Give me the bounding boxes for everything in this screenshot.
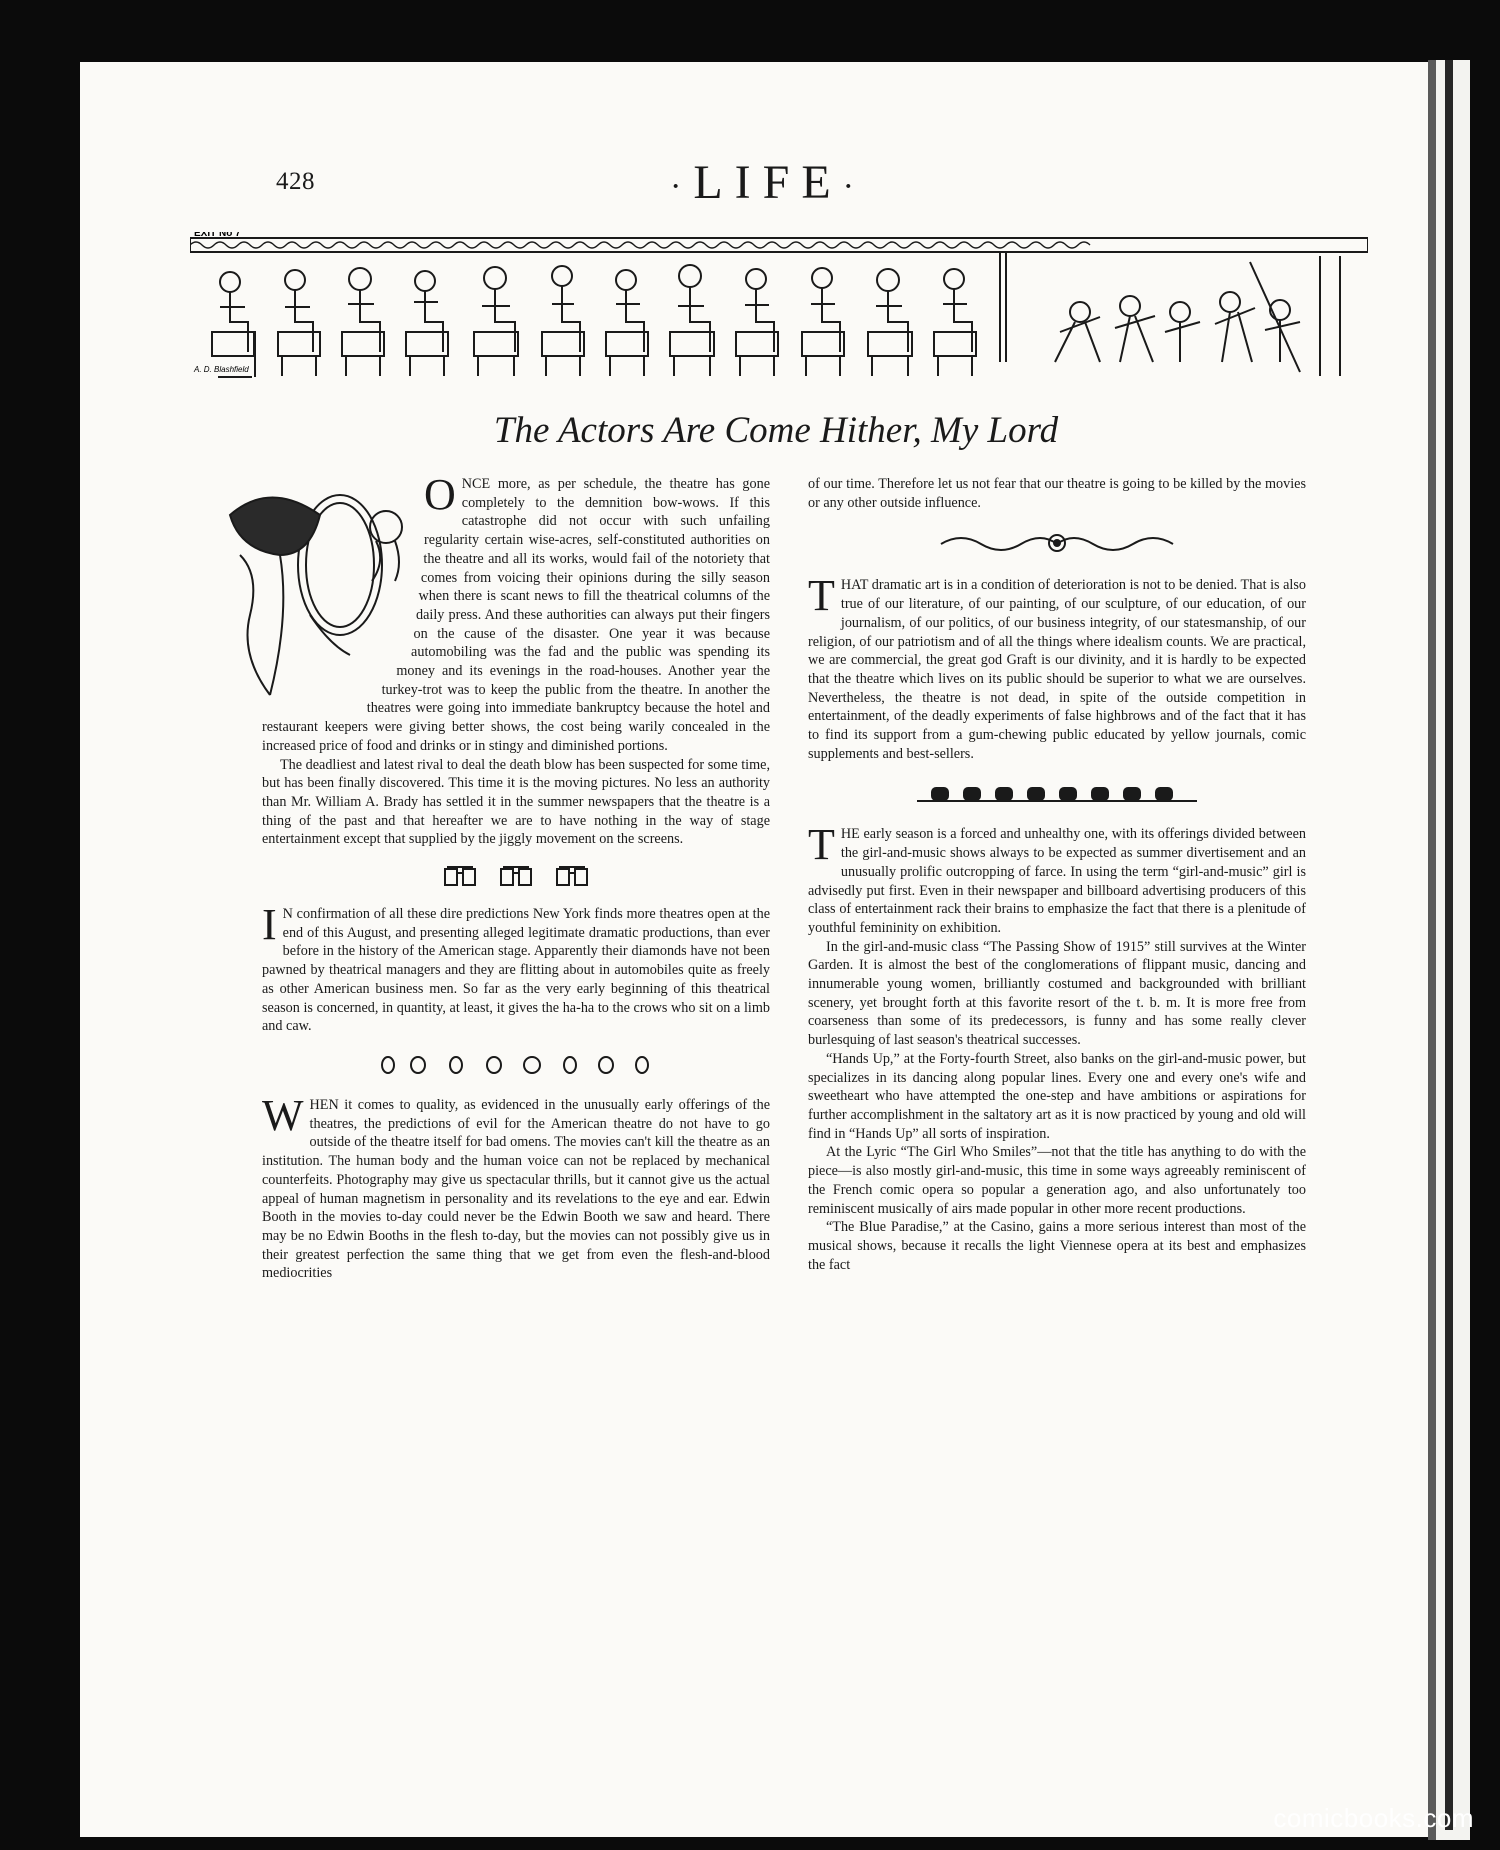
seated-figure-7 xyxy=(606,270,648,376)
left-paragraph-4 xyxy=(262,1090,770,1283)
theatre-seats-ornament xyxy=(917,781,1197,805)
opera-glasses-icon-row xyxy=(262,865,770,887)
artist-signature: A. D. Blashfield xyxy=(194,365,249,374)
stage-curtain xyxy=(1000,252,1006,362)
right-paragraph-2-text: HAT dramatic art is in a condition of deterioration is not to be denied. That is also true of our literature, of our painting, of our sculpture, of our education, of our journalism, of our politics, of our business integrity, of our statesmanship, of our religion, of our patriotism and of all the things where idealism counts. We are practical, we are commercial, the great god Graft is our divinity, and it is hardly to be expected that the theatre which lives on its public should be superior to what we are ourselves. Nevertheless, the theatre is not dead, in spite of the outside competition in entertainment, of the deadly experiments of false highbrows and of the fact that it has to find its support from a gum-chewing public educated by yellow journals, comic supplements and best-sellers. xyxy=(808,577,1306,762)
left-paragraph-1-text: NCE more, as per schedule, the theatre has gone completely to the demnition bow-wows. If this catastrophe did not occur with such unfailing regularity certain wise-acres, self-constituted authorities on the theatre and all its works, would fail of the notoriety that comes from voicing their opinions during the silly season when there is scant news to fill the theatrical columns of the daily press. And these authorities can always put their fingers on the cause of the disaster. One year it was because automobiling was the fad and the public was spending its money and its evenings in the road-houses. Another year the turkey-trot was to keep the public from the theatre. In another the theatres were going into immediate bankruptcy because the hotel and restaurant keepers were giving better shows, the cost being warily concealed in the increased price of food and drinks or in stingy and diminished portions. xyxy=(262,476,770,754)
right-paragraph-7: “The Blue Paradise,” at the Casino, gains a more serious interest than most of the musical shows, because it recalls the light Viennese opera at its best and emphasizes the fact xyxy=(808,1219,1306,1273)
seated-figure-5 xyxy=(474,267,518,376)
drop-cap-o: O xyxy=(424,470,456,519)
left-paragraph-2: The deadliest and latest rival to deal the death blow has been suspected for some time, but has been finally discovered. This time it is the moving pictures. No less an authority than Mr. William A. Brady has settled it in the summer newspapers that the theatre is a thing of the past and that hereafter we are to have nothing in the way of stage entertainment except that supplied by the jiggly movement on the screens. xyxy=(262,756,770,848)
binding-gutter xyxy=(1445,60,1453,1830)
ovals-ornament xyxy=(376,1054,656,1076)
drop-cap-i: I xyxy=(262,900,277,950)
drop-cap-w: W xyxy=(262,1090,304,1140)
right-paragraph-4: In the girl-and-music class “The Passing Show of 1915” still survives at the Winter Garden. It is almost the best of the conglomerations of flippant music, dancing and innumerable young women, brilliantly costumed and backgrounded with brilliant scenery, yet brought forth at this favorite resort of the t. b. m. It is more free from coarseness than some of its predecessors, is funny and has some really clever burlesquing of last season's theatrical successes. xyxy=(808,938,1306,1049)
left-paragraph-1 xyxy=(262,470,770,756)
left-column xyxy=(262,470,770,1283)
seated-figure-4 xyxy=(406,271,448,376)
theatre-audience-banner xyxy=(190,232,1368,382)
seated-figure-10 xyxy=(802,268,844,376)
right-column xyxy=(808,475,1306,1274)
left-paragraph-3 xyxy=(262,900,770,1036)
orchestra-musicians xyxy=(1055,256,1340,376)
seated-figure-12 xyxy=(934,269,976,376)
right-paragraph-3-text: HE early season is a forced and unhealthy one, with its offerings divided between the girl-and-music shows always to be expected as summer divertisement and an unusually prolific outcropping of farce. In using the term “girl-and-music” girl is advisedly put first. Even in their newspaper and billboard advertising producers of this class of entertainment rack their brains to emphasize the fact that there is a plenitude of youthful femininity on exhibition. xyxy=(808,826,1306,936)
right-paragraph-1: of our time. Therefore let us not fear that our theatre is going to be killed by the movies or any other outside influence. xyxy=(808,476,1306,511)
article-title: The Actors Are Come Hither, My Lord xyxy=(493,410,1059,451)
drop-cap-t-2: T xyxy=(808,820,835,870)
opera-glasses-icon xyxy=(555,865,589,887)
seated-figure-9 xyxy=(736,269,778,376)
audience-illustration xyxy=(190,232,1368,382)
seated-figure-2 xyxy=(278,270,320,376)
woman-mirror-cupid-illustration xyxy=(190,475,418,707)
left-paragraph-4-text: HEN it comes to quality, as evidenced in the unusually early offerings of the theatres, the predictions of evil for the American theatre do not have to go outside of the theatre itself for bad omens. The movies can't kill the theatre as an institution. The human body and the human voice can not be replaced by mechanical counterfeits. Photography may give us spectacular thrills, but it cannot give us the actual appeal of human magnetism in personality and its revelations to the eye and ear. Edwin Booth in the movies to-day could never be the Edwin Booth we saw and heard. There may be no Edwin Booths in the flesh to-day, but the movies can not possibly give us in their greatest perfection the same thing that we get from even the flesh-and-blood mediocrities xyxy=(262,1096,770,1282)
magazine-masthead xyxy=(648,155,888,210)
seated-figure-6 xyxy=(542,266,584,376)
exit-sign-label: EXIT No 7 xyxy=(194,232,241,239)
drop-cap-t: T xyxy=(808,571,835,621)
opera-glasses-icon xyxy=(499,865,533,887)
scroll-ornament xyxy=(937,530,1177,556)
site-watermark: comicbooks.com xyxy=(1273,1803,1474,1833)
right-paragraph-3 xyxy=(808,820,1306,937)
masthead-title: LIFE xyxy=(693,156,843,209)
right-paragraph-2 xyxy=(808,571,1306,763)
seated-figure-1 xyxy=(212,272,255,377)
right-paragraph-6: At the Lyric “The Girl Who Smiles”—not that the title has anything to do with the piece—is also mostly girl-and-music, this time in some ways agreeably reminiscent of the French comic opera so popular a generation ago, and also unfortunately too reminiscent musically of airs made popular in other more recent productions. xyxy=(808,1144,1306,1217)
seated-figure-8 xyxy=(670,265,714,376)
opera-glasses-icon xyxy=(443,865,477,887)
left-paragraph-3-text: N confirmation of all these dire predictions New York finds more theatres open at the end of this August, and presenting alleged legitimate dramatic productions, than ever before in the history of the American stage. Apparently their diamonds have not been pawned by theatrical managers and they are flitting about in automobiles quite as freely as other American business men. So far as the very early beginning of this theatrical season is concerned, in quantity, at least, it gives the ha-ha to the crows who sit on a limb and caw. xyxy=(262,906,770,1035)
page-number: 428 xyxy=(276,168,315,195)
seated-figure-11 xyxy=(868,269,912,376)
seated-figure-3 xyxy=(342,268,384,376)
right-paragraph-5: “Hands Up,” at the Forty-fourth Street, also banks on the girl-and-music power, but specializes in its dancing along popular lines. Every one and every one's wife and sweetheart who have attempted the one-step and have ambitions or aspirations for further accomplishment in the saltatory art as it is now practiced by young and old will find in “Hands Up” all sorts of inspiration. xyxy=(808,1050,1306,1142)
